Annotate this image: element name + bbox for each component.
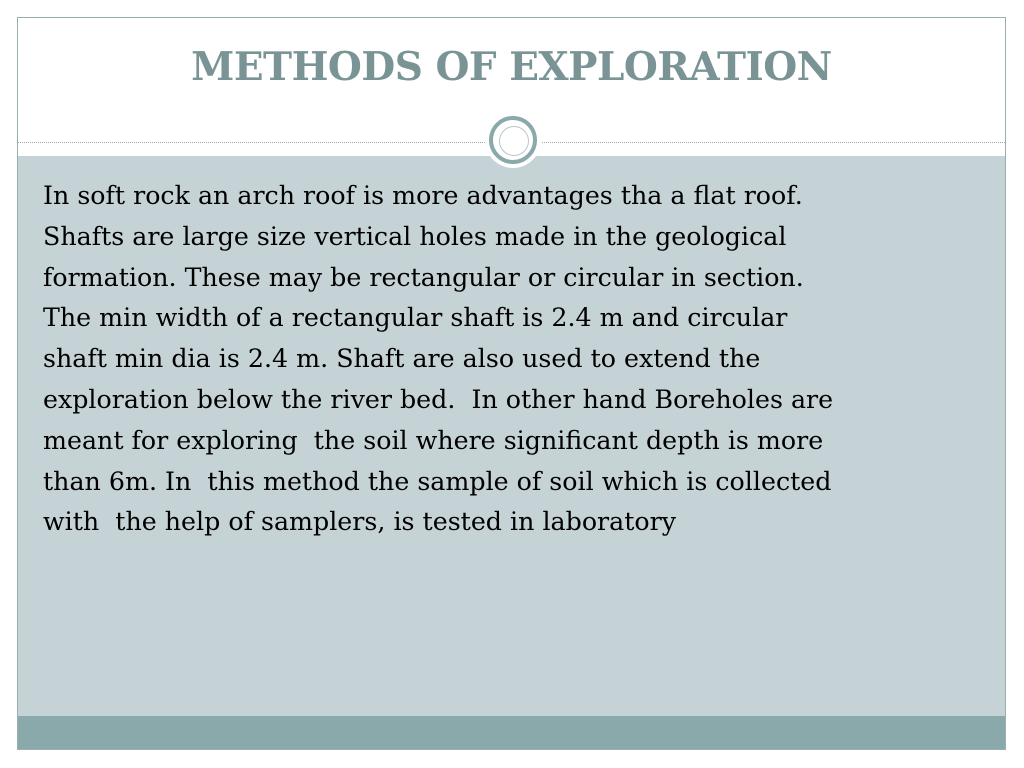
slide — [17, 17, 1006, 750]
content-panel — [18, 156, 1005, 716]
body-line: with the help of samplers, is tested in laboratory — [43, 507, 677, 537]
circle-ring-icon — [485, 112, 541, 168]
ornament-ring — [489, 116, 537, 164]
body-line: than 6m. In this method the sample of soil which is collected — [43, 466, 832, 496]
slide-title: METHODS OF EXPLORATION — [191, 44, 832, 90]
footer-bar — [18, 716, 1005, 750]
body-line: Shafts are large size vertical holes made in the geological — [43, 221, 787, 251]
ornament-inner — [499, 126, 529, 156]
body-line: In soft rock an arch roof is more advantages tha a flat roof. — [43, 181, 803, 210]
body-text — [43, 176, 973, 543]
body-line: formation. These may be rectangular or circular in section. — [43, 262, 804, 292]
body-line: shaft min dia is 2.4 m. Shaft are also used to extend the — [43, 344, 761, 374]
body-line: meant for exploring the soil where significant depth is more — [43, 425, 824, 455]
body-line: exploration below the river bed. In other hand Boreholes are — [43, 384, 834, 414]
body-line: The min width of a rectangular shaft is 2.4 m and circular — [43, 303, 788, 333]
